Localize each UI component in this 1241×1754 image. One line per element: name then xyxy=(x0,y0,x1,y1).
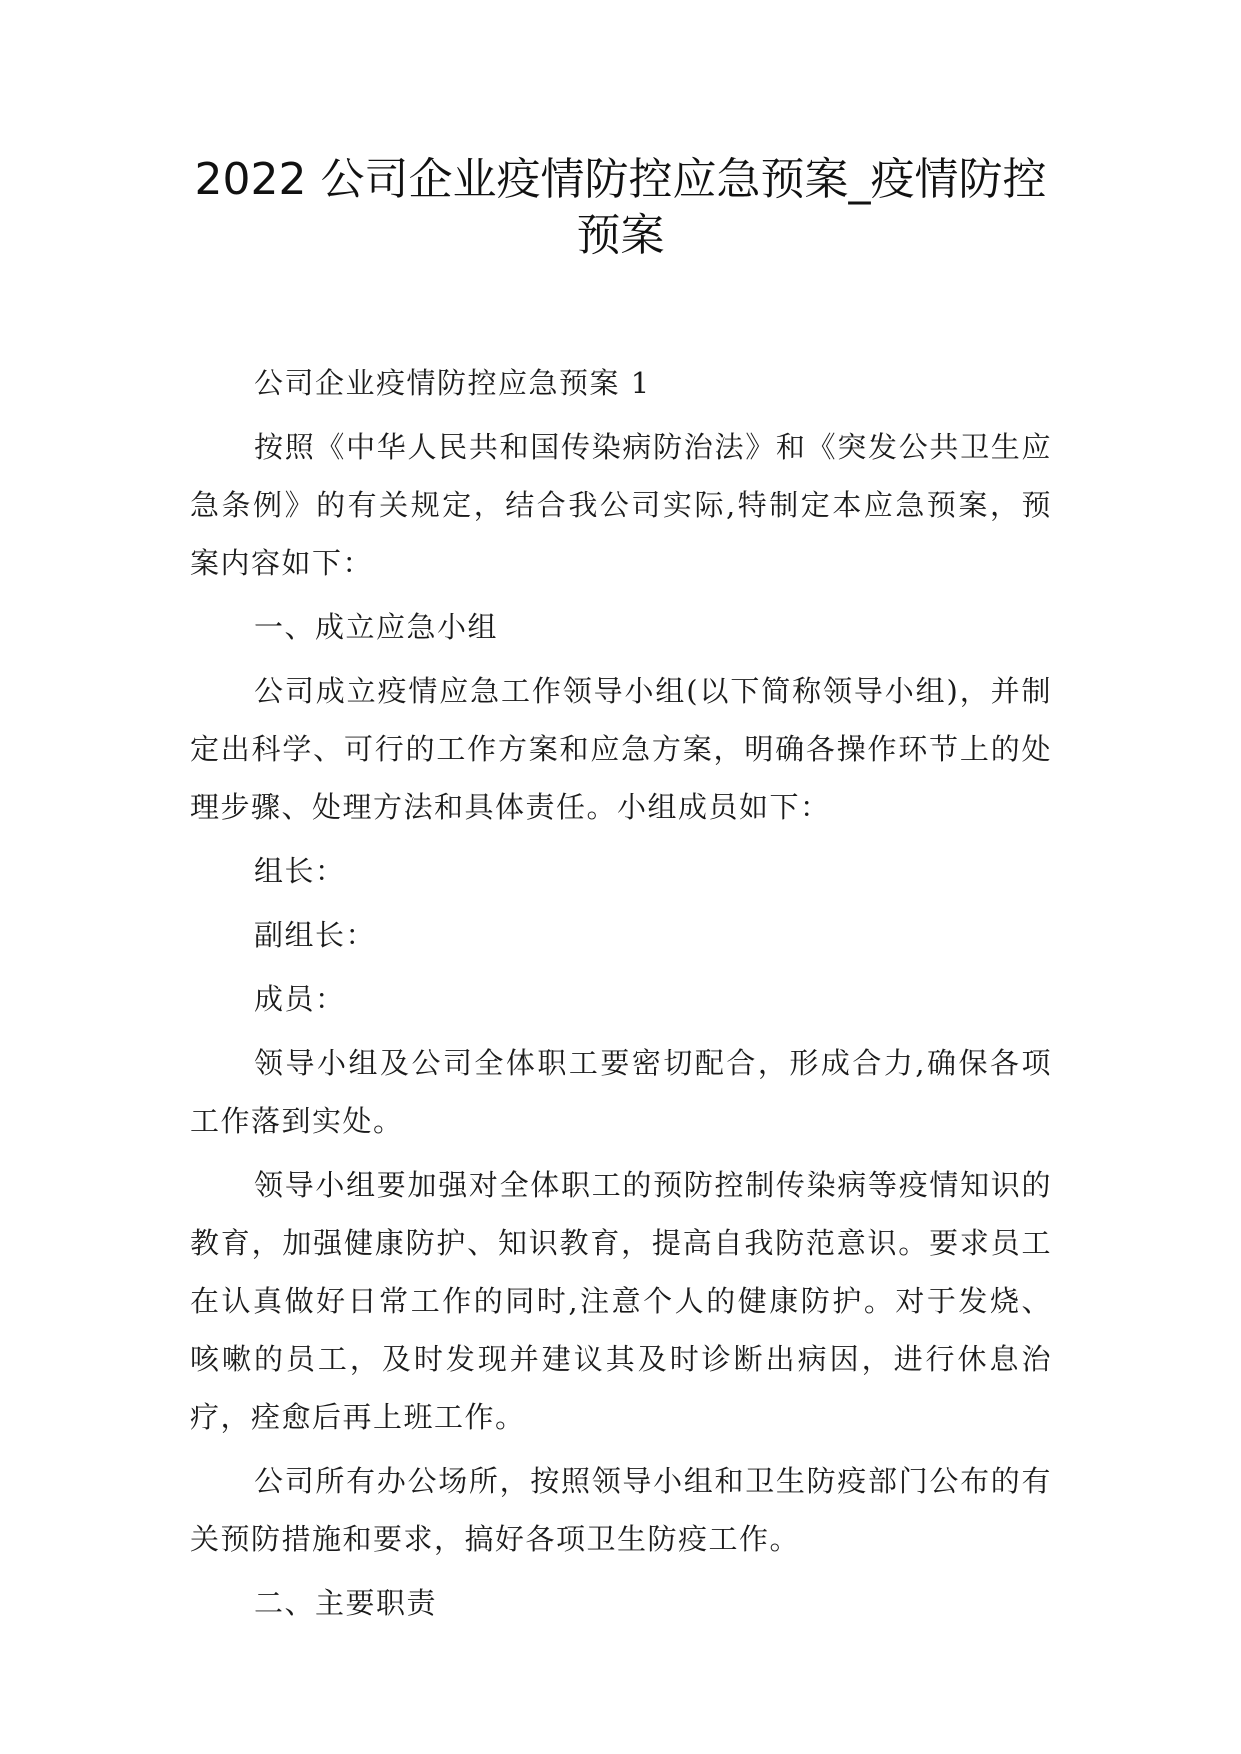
title-line-2: 预案 xyxy=(576,210,665,261)
document-title xyxy=(150,152,1091,264)
paragraph-cooperation: 领导小组及公司全体职工要密切配合，形成合力,确保各项工作落到实处。 xyxy=(190,1046,1052,1138)
team-leader-line: 组长： xyxy=(254,854,346,888)
title-line-1: 2022 公司企业疫情防控应急预案_疫情防控 xyxy=(194,154,1047,205)
deputy-leader-line: 副组长： xyxy=(254,918,377,952)
section-heading-plan-1: 公司企业疫情防控应急预案 1 xyxy=(254,366,651,400)
document-body xyxy=(190,354,1052,1638)
paragraph-intro: 按照《中华人民共和国传染病防治法》和《突发公共卫生应急条例》的有关规定，结合我公司实际,特制定本应急预案，预案内容如下： xyxy=(190,430,1052,580)
paragraph-health-education: 领导小组要加强对全体职工的预防控制传染病等疫情知识的教育，加强健康防护、知识教育，提高自我防范意识。要求员工在认真做好日常工作的同时,注意个人的健康防护。对于发烧、咳嗽的员工，及时发现并建议其及时诊断出病因，进行休息治疗，痊愈后再上班工作。 xyxy=(190,1168,1052,1434)
paragraph-office-hygiene: 公司所有办公场所，按照领导小组和卫生防疫部门公布的有关预防措施和要求，搞好各项卫生防疫工作。 xyxy=(190,1464,1052,1556)
section-heading-emergency-team: 一、成立应急小组 xyxy=(254,610,499,644)
section-heading-main-duties: 二、主要职责 xyxy=(254,1586,438,1620)
members-line: 成员： xyxy=(254,982,346,1016)
paragraph-team-setup: 公司成立疫情应急工作领导小组(以下简称领导小组)，并制定出科学、可行的工作方案和应急方案，明确各操作环节上的处理步骤、处理方法和具体责任。小组成员如下： xyxy=(190,674,1052,824)
